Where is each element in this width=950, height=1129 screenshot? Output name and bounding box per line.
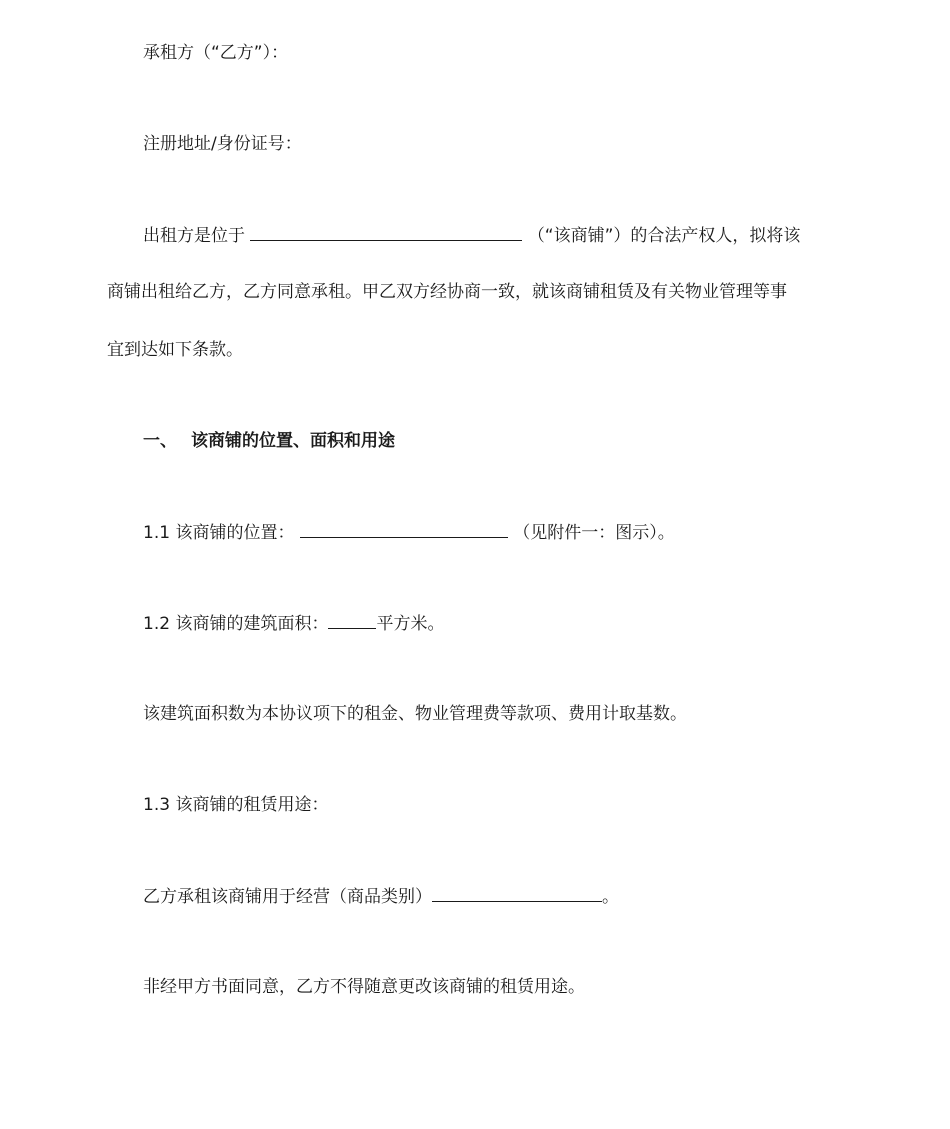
section-heading-1 xyxy=(143,430,395,452)
usage-line xyxy=(143,885,619,908)
area-note-text: 该建筑面积数为本协议项下的租金、物业管理费等款项、费用计取基数。 xyxy=(143,704,687,724)
usage-end: 。 xyxy=(602,887,619,907)
intro-text-end: （“该商铺”）的合法产权人，拟将该 xyxy=(527,226,801,246)
clause-1-3 xyxy=(143,794,328,816)
clause-1-1-label: 1.1 该商铺的位置： xyxy=(143,523,295,543)
category-blank xyxy=(432,885,602,902)
section-number: 一、 xyxy=(143,431,177,451)
shop-location-blank xyxy=(250,224,522,241)
intro-line-3 xyxy=(107,339,243,361)
area-note xyxy=(143,703,687,725)
clause-1-2 xyxy=(143,612,444,635)
intro-text-start: 出租方是位于 xyxy=(143,226,245,246)
address-line xyxy=(143,133,302,155)
clause-1-1 xyxy=(143,521,675,544)
restriction-text: 非经甲方书面同意，乙方不得随意更改该商铺的租赁用途。 xyxy=(143,977,585,997)
clause-1-2-label: 1.2 该商铺的建筑面积： xyxy=(143,614,329,634)
address-label: 注册地址/身份证号： xyxy=(143,134,302,154)
clause-1-1-note: （见附件一：图示）。 xyxy=(513,523,675,543)
clause-1-3-label: 1.3 该商铺的租赁用途： xyxy=(143,795,329,815)
restriction-line xyxy=(143,976,585,998)
lessee-line xyxy=(143,42,288,64)
area-blank xyxy=(328,612,376,629)
section-title: 该商铺的位置、面积和用途 xyxy=(191,431,395,451)
intro-text-line-2: 商铺出租给乙方，乙方同意承租。甲乙双方经协商一致，就该商铺租赁及有关物业管理等事 xyxy=(107,282,787,302)
area-unit: 平方米。 xyxy=(376,614,445,634)
intro-line-1 xyxy=(143,224,800,247)
lessee-label: 承租方（“乙方”）： xyxy=(143,43,289,63)
position-blank xyxy=(300,521,508,538)
intro-text-line-3: 宜到达如下条款。 xyxy=(107,340,243,360)
intro-line-2 xyxy=(107,281,787,303)
usage-label: 乙方承租该商铺用于经营（商品类别） xyxy=(143,887,432,907)
